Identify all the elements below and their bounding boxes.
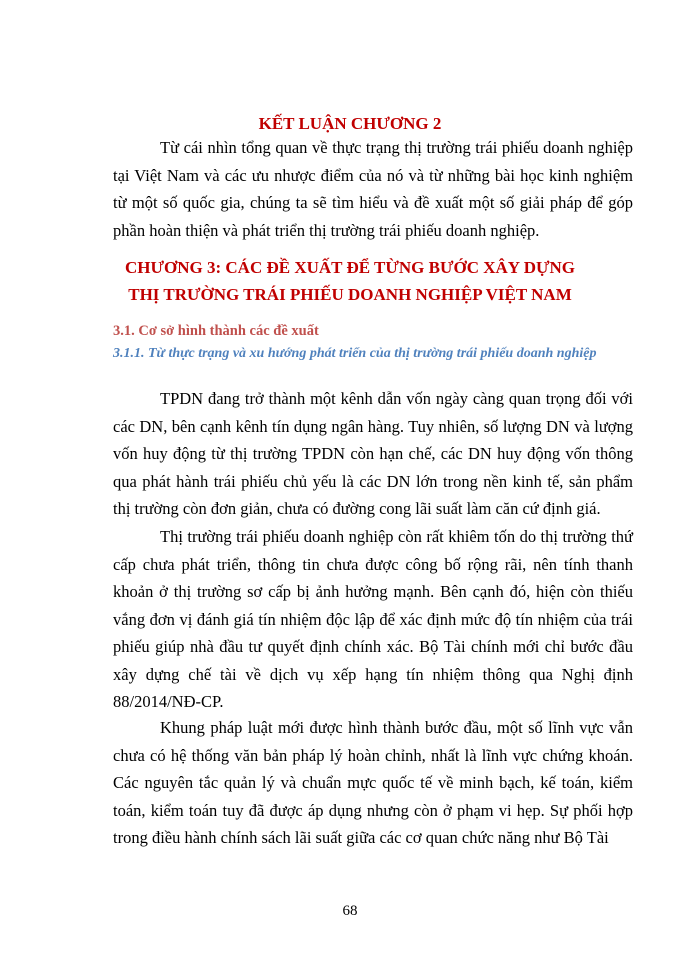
section-3-1-heading: 3.1. Cơ sở hình thành các đề xuất [113,323,319,339]
page-number: 68 [342,903,358,919]
body-paragraph-1: TPDN đang trở thành một kênh dẫn vốn ngày càng quan trọng đối với các DN, bên cạnh kênh tín dụng ngân hàng. Tuy nhiên, số lượng DN và lượng vốn huy động từ thị trường TPDN còn hạn chế, các DN huy động vốn thông qua phát hành trái phiếu chủ yếu là các DN lớn trong nền kinh tế, sản phẩm thị trường còn đơn giản, chưa có đường cong lãi suất làm căn cứ định giá. [113,389,633,518]
conclusion-title: KẾT LUẬN CHƯƠNG 2 [258,114,442,133]
body-paragraph-2: Thị trường trái phiếu doanh nghiệp còn rất khiêm tốn do thị trường thứ cấp chưa phát triển, thông tin chưa được công bố rộng rãi, nên tính thanh khoản ở thị trường sơ cấp bị ảnh hưởng mạnh. Bên cạnh đó, hiện còn thiếu vắng đơn vị đánh giá tín nhiệm độc lập để xác định mức độ tín nhiệm của trái phiếu giúp nhà đầu tư quyết định chính xác. Bộ Tài chính mới chỉ bước đầu xây dựng chế tài về dịch vụ xếp hạng tín nhiệm thông qua Nghị định 88/2014/NĐ-CP. [113,527,633,711]
chapter-3-title [0,254,700,308]
section-3-1-1-heading: 3.1.1. Từ thực trạng và xu hướng phát triển của thị trường trái phiếu doanh nghiệp [113,346,597,361]
body-paragraph-3: Khung pháp luật mới được hình thành bước đầu, một số lĩnh vực vẫn chưa có hệ thống văn bản pháp lý hoàn chỉnh, nhất là lĩnh vực chứng khoán. Các nguyên tắc quản lý và chuẩn mực quốc tế về minh bạch, kế toán, kiểm toán, kiểm toán tuy đã được áp dụng nhưng còn ở phạm vi hẹp. Sự phối hợp trong điều hành chính sách lãi suất giữa các cơ quan chức năng như Bộ Tài [113,718,633,847]
chapter-3-title-text: CHƯƠNG 3: CÁC ĐỀ XUẤT ĐỂ TỪNG BƯỚC XÂY DỰNG THỊ TRƯỜNG TRÁI PHIẾU DOANH NGHIỆP VIỆT NAM [124,258,576,304]
conclusion-paragraph: Từ cái nhìn tổng quan về thực trạng thị trường trái phiếu doanh nghiệp tại Việt Nam và các ưu nhược điểm của nó và từ những bài học kinh nghiệm từ một số quốc gia, chúng ta sẽ tìm hiểu và đề xuất một số giải pháp để góp phần hoàn thiện và phát triển thị trường trái phiếu doanh nghiệp. [113,138,633,240]
